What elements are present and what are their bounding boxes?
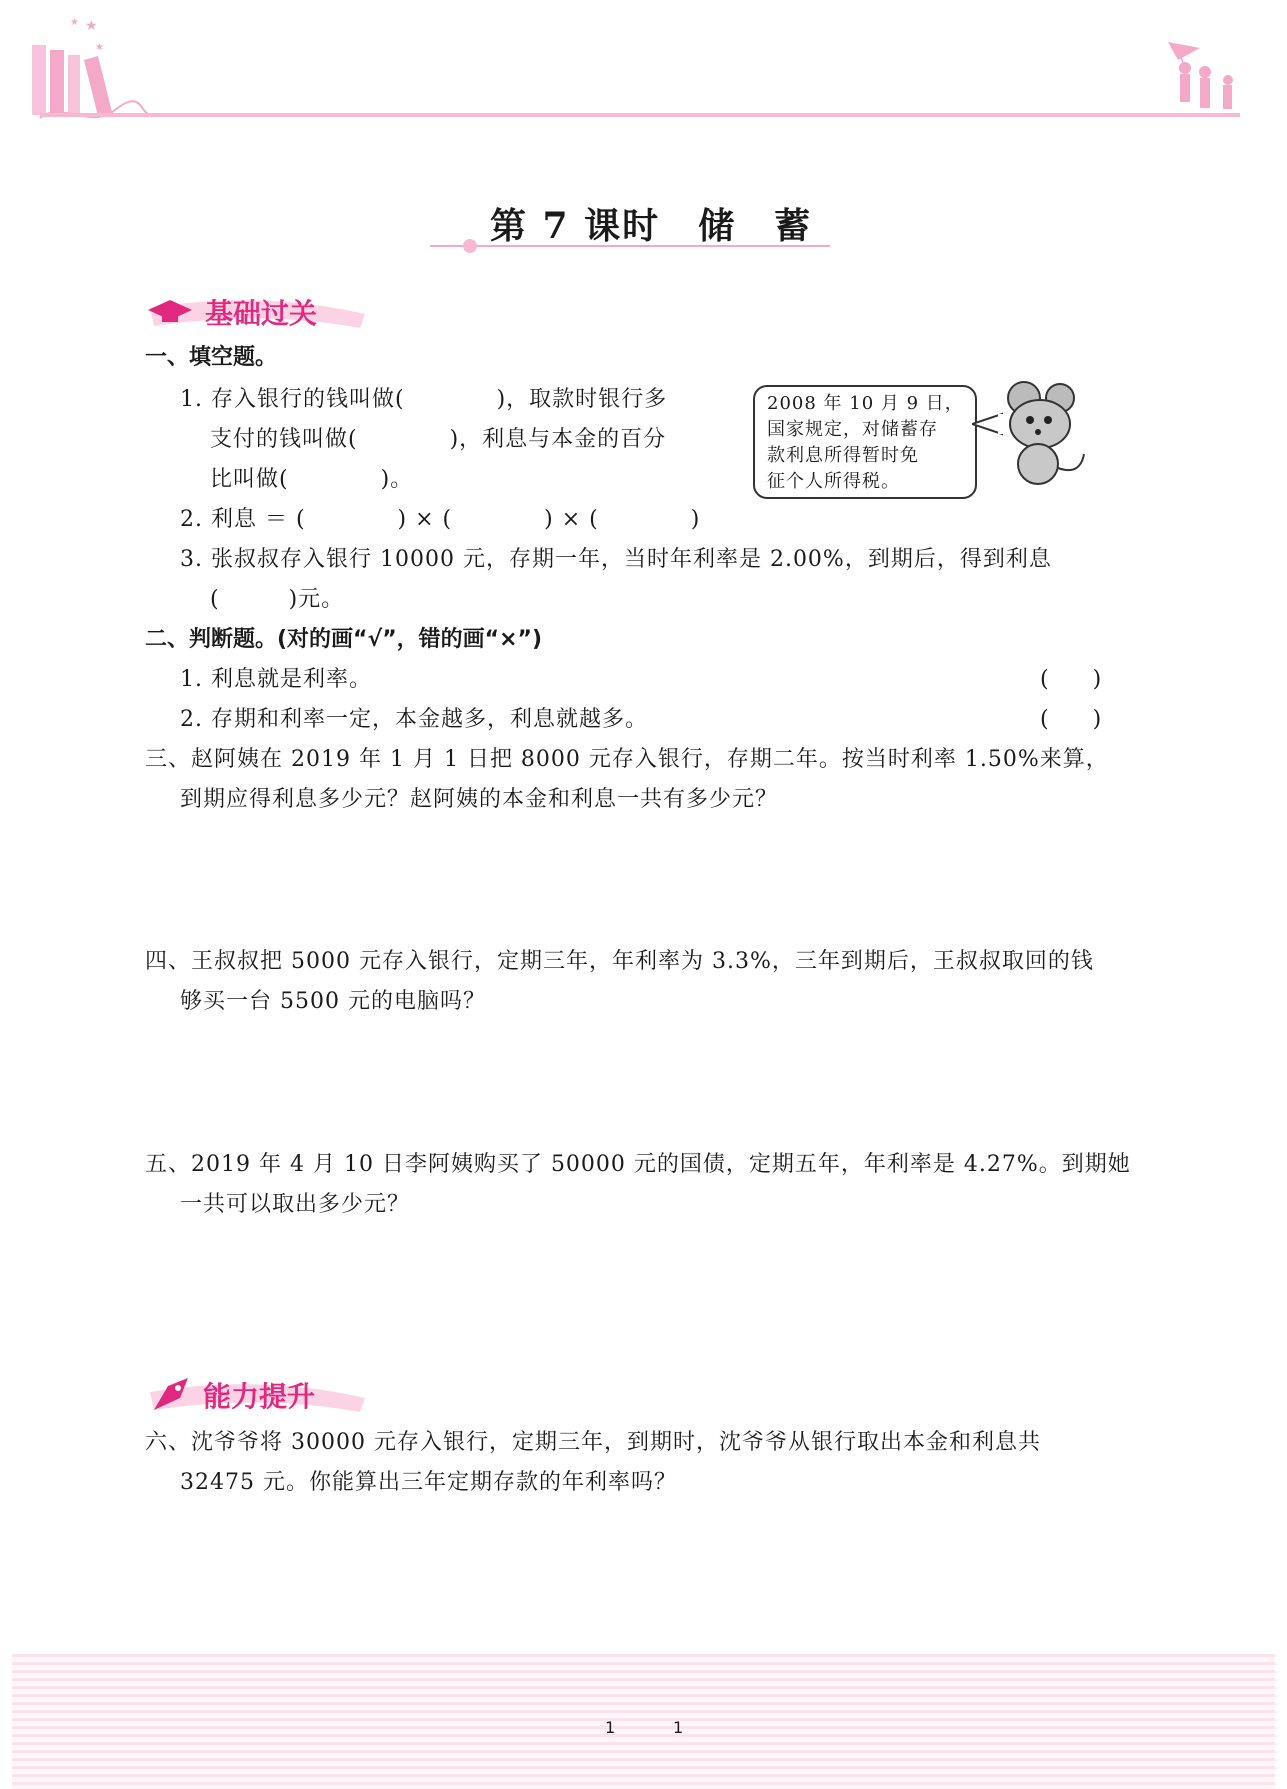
- q1-heading: 一、填空题。: [145, 345, 278, 370]
- q1-line-6: ( )元。: [210, 587, 345, 612]
- q6-line-2: 32475 元。你能算出三年定期存款的年利率吗？: [180, 1470, 677, 1495]
- q1-line-4: 2. 利息 ＝ ( ) × ( ) × ( ): [180, 507, 701, 532]
- svg-text:★: ★: [95, 42, 104, 53]
- title-underline: [430, 238, 830, 258]
- q1-line-1: 1. 存入银行的钱叫做( )，取款时银行多: [180, 387, 668, 412]
- note-line-3: 款利息所得暂时免: [767, 445, 919, 466]
- q5-line-1: 五、2019 年 4 月 10 日李阿姨购买了 50000 元的国债，定期五年，年利率是 4.27%。到期她: [145, 1152, 1131, 1177]
- q4-line-1: 四、王叔叔把 5000 元存入银行，定期三年，年利率为 3.3%，三年到期后，王叔叔取回的钱: [145, 949, 1094, 974]
- footer-band: [12, 1654, 1275, 1789]
- section-title-basic: 基础过关: [205, 297, 318, 330]
- q2-heading: 二、判断题。(对的画“√”，错的画“×”): [145, 627, 543, 652]
- header-decoration: [0, 0, 1287, 140]
- note-line-1: 2008 年 10 月 9 日，: [767, 393, 964, 414]
- mouse-mascot-icon: [972, 376, 1092, 491]
- q5-line-2: 一共可以取出多少元？: [180, 1192, 411, 1217]
- q3-line-1: 三、赵阿姨在 2019 年 1 月 1 日把 8000 元存入银行，存期二年。按当时利率 1.50%来算，: [145, 747, 1109, 772]
- q2-answer-paren-2[interactable]: ( ): [1040, 707, 1102, 732]
- children-silhouette-icon: [1168, 42, 1233, 109]
- books-logo-icon: [32, 17, 148, 118]
- q3-line-2: 到期应得利息多少元？赵阿姨的本金和利息一共有多少元？: [180, 787, 779, 812]
- svg-text:★: ★: [85, 18, 98, 34]
- note-line-2: 国家规定，对储蓄存: [767, 419, 938, 440]
- q2-answer-paren-1[interactable]: ( ): [1040, 667, 1102, 692]
- q1-line-5: 3. 张叔叔存入银行 10000 元，存期一年，当时年利率是 2.00%，到期后，得到利息: [180, 547, 1052, 572]
- q2-item-1: 1. 利息就是利率。: [180, 667, 372, 692]
- note-bubble: [753, 385, 977, 499]
- q1-line-2: 支付的钱叫做( )，利息与本金的百分: [210, 427, 667, 452]
- note-line-4: 征个人所得税。: [767, 471, 900, 492]
- q4-line-2: 够买一台 5500 元的电脑吗？: [180, 989, 486, 1014]
- q2-item-2: 2. 存期和利率一定，本金越多，利息就越多。: [180, 707, 648, 732]
- page-number-right: 1: [673, 1718, 684, 1737]
- page-number-left: 1: [605, 1718, 616, 1737]
- q6-line-1: 六、沈爷爷将 30000 元存入银行，定期三年，到期时，沈爷爷从银行取出本金和利息共: [145, 1430, 1041, 1455]
- svg-text:★: ★: [70, 17, 79, 28]
- page-title: 第 7 课时 储 蓄: [490, 205, 813, 247]
- q1-line-3: 比叫做( )。: [210, 467, 414, 492]
- section-title-advanced: 能力提升: [203, 1380, 316, 1413]
